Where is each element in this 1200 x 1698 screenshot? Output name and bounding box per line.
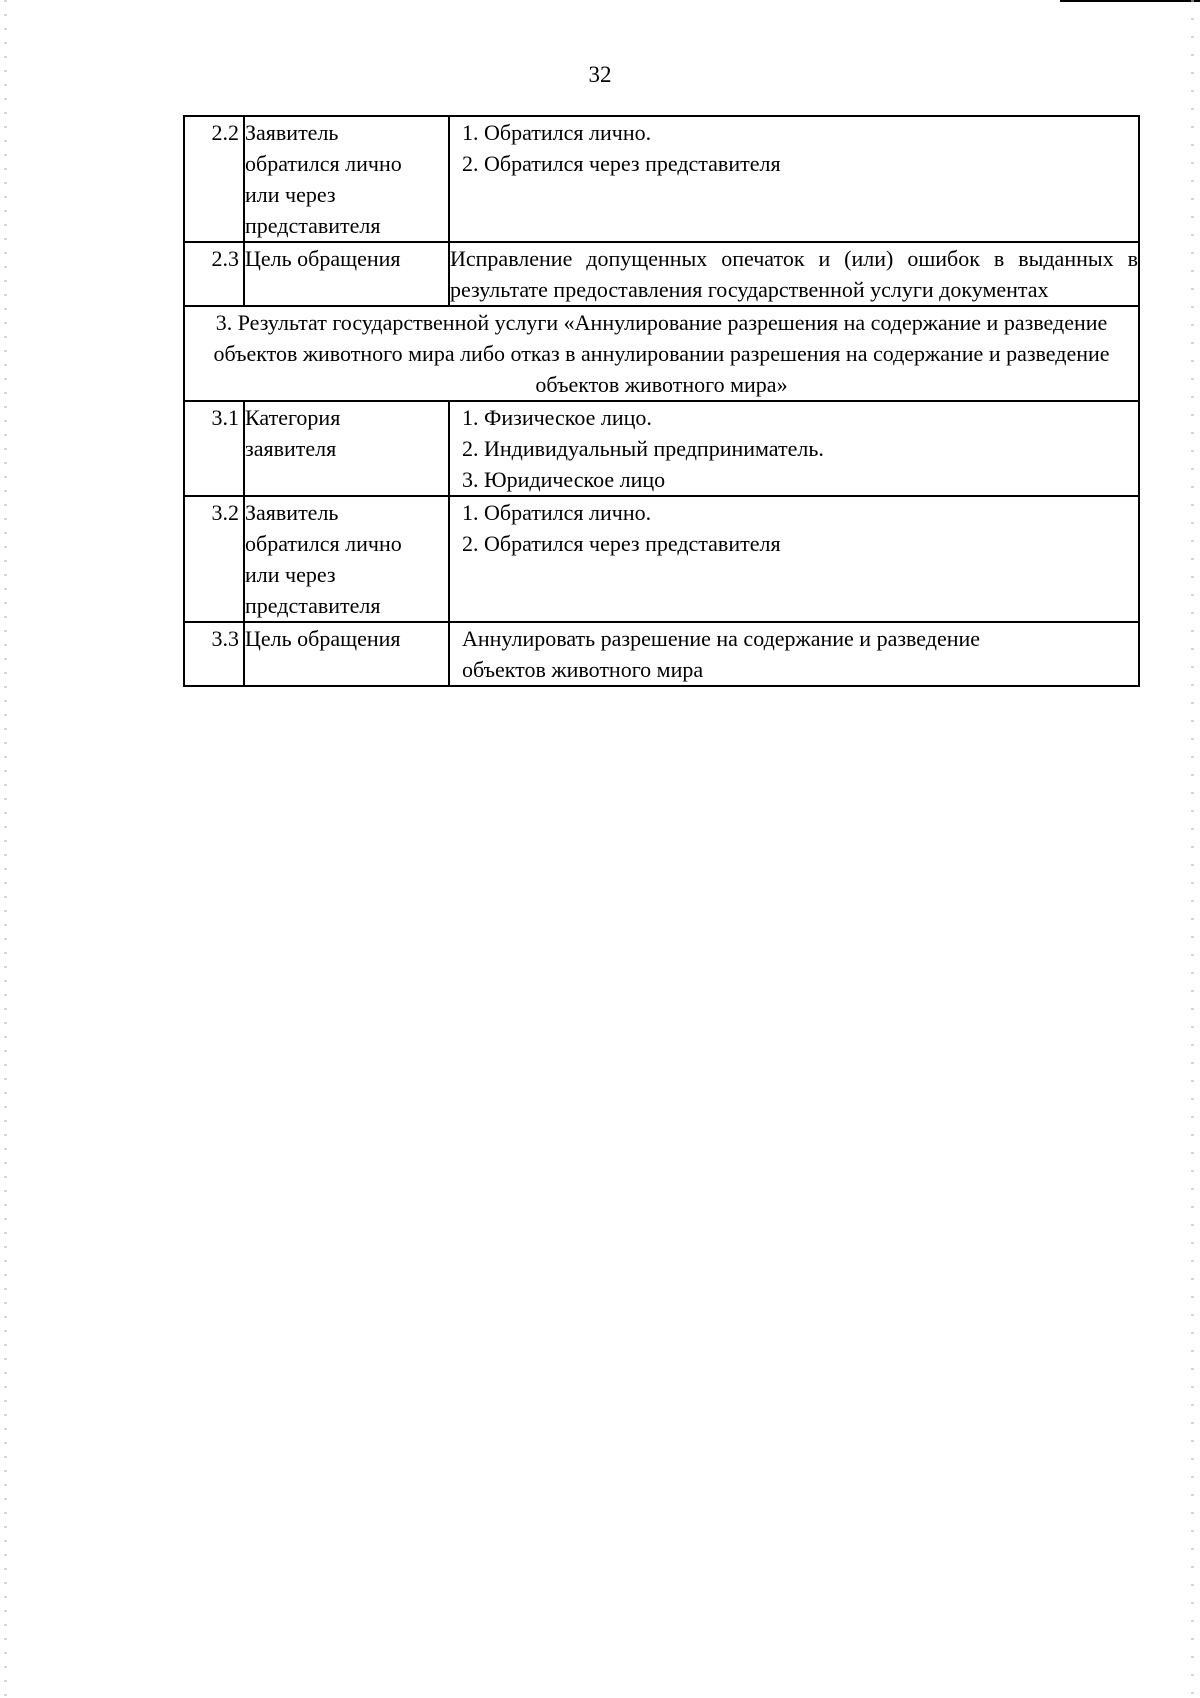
section-heading-row xyxy=(184,306,1139,401)
row-number: 3.1 xyxy=(184,401,244,496)
services-table xyxy=(183,115,1140,687)
row-label xyxy=(244,242,449,306)
row-value xyxy=(449,116,1139,242)
row-number: 3.3 xyxy=(184,622,244,686)
table-row xyxy=(184,622,1139,686)
row-label-line: Заявитель xyxy=(245,500,339,525)
row-value-line: Аннулировать разрешение на содержание и разведение xyxy=(462,626,981,651)
row-label-line: заявителя xyxy=(245,436,337,461)
table-row xyxy=(184,116,1139,242)
row-label xyxy=(244,496,449,622)
row-value-line: 2. Индивидуальный предприниматель. xyxy=(462,436,824,461)
scan-right-edge xyxy=(1191,0,1194,1698)
row-value-line: 2. Обратился через представителя xyxy=(462,531,781,556)
row-label-line: или через xyxy=(245,562,336,587)
row-label-line: Заявитель xyxy=(245,120,339,145)
row-label xyxy=(244,401,449,496)
row-value-line: 1. Обратился лично. xyxy=(462,120,652,145)
row-value-line: объектов животного мира xyxy=(462,657,704,682)
row-label-line: Цель обращения xyxy=(245,246,401,271)
row-value xyxy=(449,401,1139,496)
row-value-line: 3. Юридическое лицо xyxy=(462,467,666,492)
row-label-line: Категория xyxy=(245,405,341,430)
row-number: 2.2 xyxy=(184,116,244,242)
table-row xyxy=(184,401,1139,496)
row-value-line: 2. Обратился через представителя xyxy=(462,151,781,176)
row-label-line: обратился лично xyxy=(245,151,402,176)
row-number: 3.2 xyxy=(184,496,244,622)
row-label xyxy=(244,116,449,242)
row-label xyxy=(244,622,449,686)
page-number: 32 xyxy=(588,62,612,87)
row-label-line: обратился лично xyxy=(245,531,402,556)
scan-edge-mark xyxy=(1060,0,1200,2)
row-value-line: 1. Физическое лицо. xyxy=(462,405,652,430)
table-row xyxy=(184,496,1139,622)
row-number: 2.3 xyxy=(184,242,244,306)
row-label-line: Цель обращения xyxy=(245,626,401,651)
section-heading: 3. Результат государственной услуги «Аннулирование разрешения на содержание и разведение объектов животного мира либо отказ в аннулировании разрешения на содержание и разведение объектов животного мира» xyxy=(184,306,1139,401)
table-row xyxy=(184,242,1139,306)
row-label-line: или через xyxy=(245,182,336,207)
row-value xyxy=(449,622,1139,686)
row-value-line: 1. Обратился лично. xyxy=(462,500,652,525)
row-label-line: представителя xyxy=(245,593,381,618)
scan-left-edge xyxy=(4,0,7,1698)
row-value xyxy=(449,496,1139,622)
row-value: Исправление допущенных опечаток и (или) ошибок в выданных в результате предоставления государственной услуги документах xyxy=(449,242,1139,306)
row-label-line: представителя xyxy=(245,213,381,238)
